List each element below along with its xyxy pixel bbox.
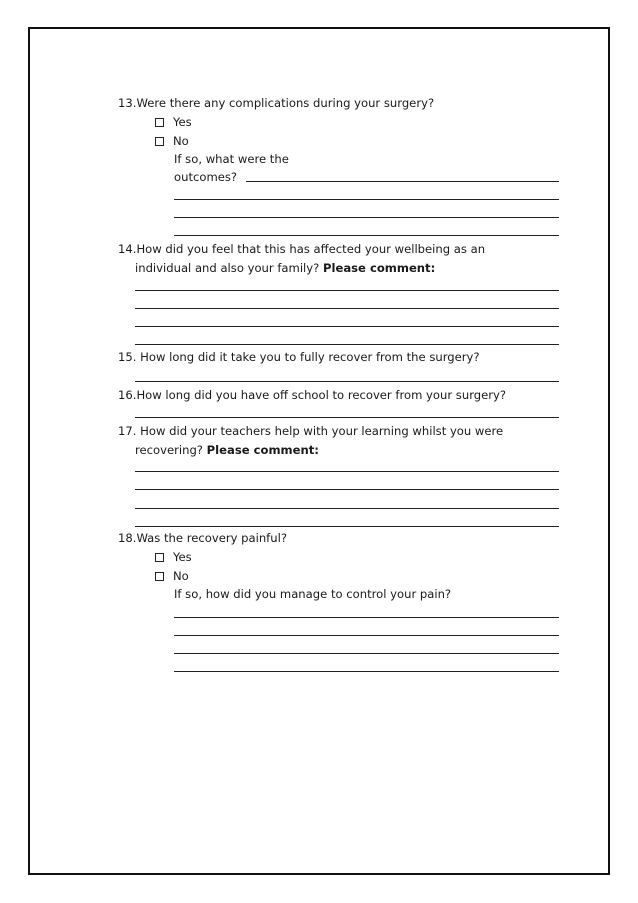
comment-prompt: Please comment: [206,443,319,457]
answer-line[interactable] [174,199,559,200]
answer-line[interactable] [135,381,559,382]
question-number: 13. [118,96,137,110]
answer-line[interactable] [174,671,559,672]
question-number: 14. [118,242,137,256]
checkbox-icon[interactable] [155,118,164,127]
question-text: Was the recovery painful? [136,531,287,545]
followup-text: If so, what were the [174,152,289,166]
question-13 [118,94,434,113]
question-14-cont [135,259,435,278]
answer-line[interactable] [174,635,559,636]
question-17 [118,422,503,441]
question-16 [118,386,506,405]
option-label: Yes [173,115,192,129]
option-no[interactable] [155,567,189,586]
question-number: 18. [118,531,137,545]
answer-line[interactable] [135,326,559,327]
checkbox-icon[interactable] [155,572,164,581]
option-label: Yes [173,550,192,564]
answer-line[interactable] [135,417,559,418]
question-text: How did your teachers help with your learning whilst you were [140,424,504,438]
answer-line[interactable] [135,508,559,509]
checkbox-icon[interactable] [155,137,164,146]
checkbox-icon[interactable] [155,553,164,562]
answer-line[interactable] [174,235,559,236]
question-text: Were there any complications during your surgery? [136,96,435,110]
question-text: recovering? [135,443,203,457]
answer-line[interactable] [135,344,559,345]
question-number: 15. [118,350,137,364]
option-no[interactable] [155,132,189,151]
question-text: How long did it take you to fully recover from the surgery? [140,350,480,364]
answer-line[interactable] [135,471,559,472]
answer-line[interactable] [135,308,559,309]
question-17-cont [135,441,319,460]
answer-line[interactable] [135,489,559,490]
option-yes[interactable] [155,113,192,132]
question-text: How long did you have off school to recover from your surgery? [136,388,507,402]
option-label: No [173,134,189,148]
answer-line[interactable] [174,653,559,654]
option-yes[interactable] [155,548,192,567]
question-number: 17. [118,424,137,438]
question-text: individual and also your family? [135,261,320,275]
option-label: No [173,569,189,583]
question-number: 16. [118,388,137,402]
answer-line[interactable] [174,217,559,218]
answer-line[interactable] [174,617,559,618]
answer-line[interactable] [246,181,559,182]
question-18 [118,529,287,548]
question-15 [118,348,480,367]
comment-prompt: Please comment: [322,261,436,275]
answer-line[interactable] [135,290,559,291]
followup-text: outcomes? [174,170,238,184]
answer-line[interactable] [135,526,559,527]
followup-text: If so, how did you manage to control your pain? [174,587,452,601]
question-text: How did you feel that this has affected your wellbeing as an [136,242,486,256]
question-14 [118,240,485,259]
